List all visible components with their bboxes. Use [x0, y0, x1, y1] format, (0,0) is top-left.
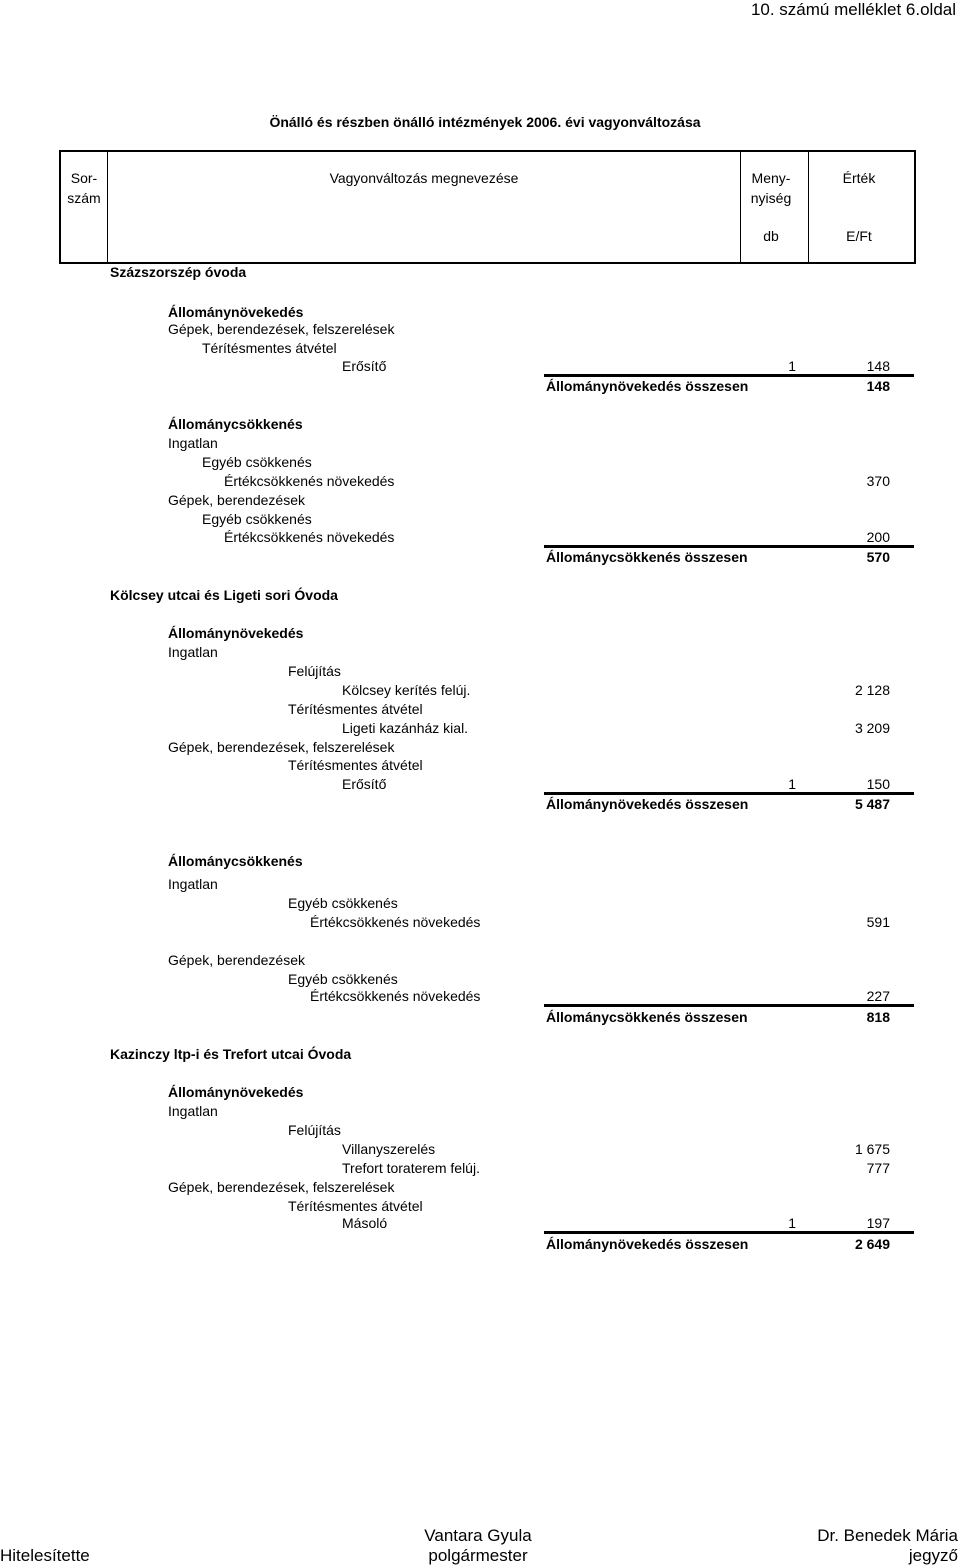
header-mennyiseg-1: Meny- — [751, 170, 791, 186]
total-rule — [544, 545, 914, 548]
decrease-total-value: 570 — [866, 549, 890, 565]
decrease-heading: Állománycsökkenés — [168, 416, 303, 432]
item-name: Erősítő — [342, 776, 387, 792]
subcategory-label: Térítésmentes átvétel — [288, 1198, 423, 1214]
item-value: 148 — [866, 358, 890, 374]
item-name: Másoló — [342, 1215, 388, 1231]
item-name: Villanyszerelés — [342, 1141, 436, 1157]
increase-total-label: Állománynövekedés összesen — [546, 378, 749, 394]
institution-name: Százszorszép óvoda — [110, 264, 247, 280]
item-quantity: 1 — [788, 776, 796, 792]
total-rule — [544, 792, 914, 795]
total-rule — [544, 1231, 914, 1234]
item-name: Értékcsökkenés növekedés — [224, 529, 395, 545]
category-label: Gépek, berendezések, felszerelések — [168, 1179, 395, 1195]
header-mennyiseg-2: nyiség — [750, 190, 792, 206]
header-unit-db: db — [763, 228, 779, 244]
item-value: 370 — [866, 473, 890, 489]
header-divider-mid — [740, 150, 741, 262]
signer-notary-name: Dr. Benedek Mária — [817, 1526, 958, 1545]
header-sorszam-1: Sor- — [70, 170, 98, 186]
increase-total-value: 5 487 — [854, 796, 890, 812]
increase-total-value: 2 649 — [854, 1236, 890, 1252]
category-label: Ingatlan — [168, 1103, 218, 1119]
decrease-total-label: Állománycsökkenés összesen — [546, 549, 748, 565]
item-name: Értékcsökkenés növekedés — [224, 473, 395, 489]
item-name: Erősítő — [342, 358, 387, 374]
certified-by-label: Hitelesítette — [0, 1546, 90, 1565]
decrease-heading: Állománycsökkenés — [168, 853, 303, 869]
total-rule — [544, 374, 914, 377]
item-name: Kölcsey kerítés felúj. — [342, 682, 471, 698]
category-label: Gépek, berendezések — [168, 952, 305, 968]
subcategory-label: Felújítás — [288, 1122, 341, 1138]
subcategory-label: Térítésmentes átvétel — [288, 701, 423, 717]
item-value: 777 — [866, 1160, 890, 1176]
header-divider-left — [107, 150, 108, 262]
increase-total-label: Állománynövekedés összesen — [546, 1236, 749, 1252]
item-name: Értékcsökkenés növekedés — [310, 988, 481, 1004]
signer-mayor-title: polgármester — [428, 1546, 528, 1565]
item-name: Trefort toraterem felúj. — [342, 1160, 480, 1176]
institution-name: Kazinczy ltp-i és Trefort utcai Óvoda — [110, 1046, 352, 1062]
total-rule — [544, 1004, 914, 1007]
subcategory-label: Egyéb csökkenés — [288, 971, 398, 987]
header-megnevezes: Vagyonváltozás megnevezése — [329, 170, 519, 186]
item-value: 2 128 — [854, 682, 890, 698]
item-name: Ligeti kazánház kial. — [342, 720, 469, 736]
category-label: Gépek, berendezések, felszerelések — [168, 321, 395, 337]
item-value: 197 — [866, 1215, 890, 1231]
category-label: Ingatlan — [168, 435, 218, 451]
item-value: 227 — [866, 988, 890, 1004]
increase-total-label: Állománynövekedés összesen — [546, 796, 749, 812]
item-quantity: 1 — [788, 358, 796, 374]
item-value: 1 675 — [854, 1141, 890, 1157]
signer-notary-title: jegyző — [908, 1546, 958, 1565]
item-value: 150 — [866, 776, 890, 792]
document-title: Önálló és részben önálló intézmények 2006. évi vagyonváltozása — [269, 114, 701, 130]
subcategory-label: Egyéb csökkenés — [288, 895, 398, 911]
decrease-total-value: 818 — [866, 1009, 890, 1025]
signer-mayor-name: Vantara Gyula — [424, 1526, 532, 1545]
subcategory-label: Egyéb csökkenés — [202, 511, 312, 527]
subcategory-label: Egyéb csökkenés — [202, 454, 312, 470]
subcategory-label: Térítésmentes átvétel — [202, 340, 337, 356]
subcategory-label: Felújítás — [288, 663, 341, 679]
increase-heading: Állománynövekedés — [168, 304, 304, 320]
category-label: Gépek, berendezések, felszerelések — [168, 739, 395, 755]
header-sorszam-2: szám — [67, 190, 101, 206]
institution-name: Kölcsey utcai és Ligeti sori Óvoda — [110, 587, 338, 603]
item-name: Értékcsökkenés növekedés — [310, 914, 481, 930]
item-value: 3 209 — [854, 720, 890, 736]
header-ertek: Érték — [842, 170, 876, 186]
increase-total-value: 148 — [866, 378, 890, 394]
item-value: 200 — [866, 529, 890, 545]
category-label: Ingatlan — [168, 644, 218, 660]
category-label: Gépek, berendezések — [168, 492, 305, 508]
header-divider-right — [808, 150, 809, 262]
increase-heading: Állománynövekedés — [168, 1084, 304, 1100]
page-number: 10. számú melléklet 6.oldal — [750, 0, 956, 19]
header-unit-eft: E/Ft — [846, 228, 872, 244]
subcategory-label: Térítésmentes átvétel — [288, 757, 423, 773]
increase-heading: Állománynövekedés — [168, 625, 304, 641]
item-quantity: 1 — [788, 1215, 796, 1231]
table-header-box — [59, 150, 916, 264]
category-label: Ingatlan — [168, 876, 218, 892]
decrease-total-label: Állománycsökkenés összesen — [546, 1009, 748, 1025]
item-value: 591 — [866, 914, 890, 930]
